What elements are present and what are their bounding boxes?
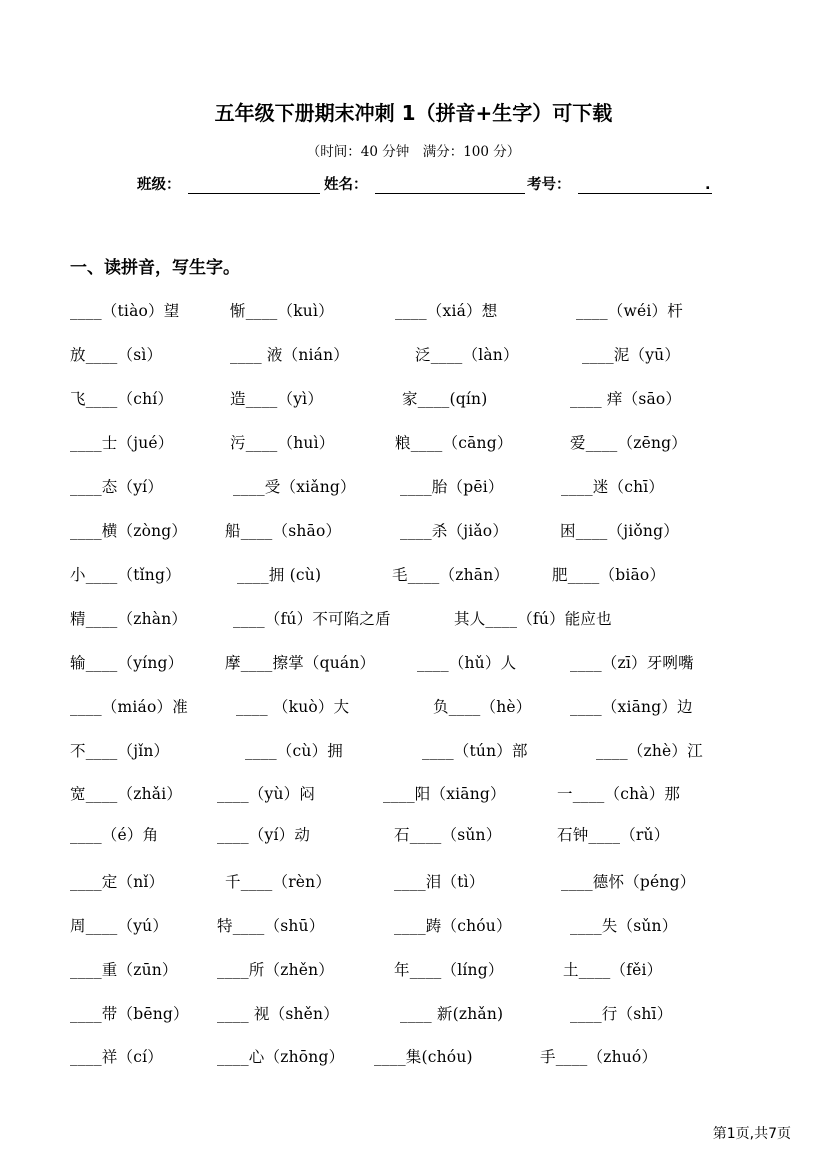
pinyin-exercise-item[interactable]: 摩____擦掌（quán） (225, 654, 376, 672)
pinyin-exercise-item[interactable]: ____（cù）拥 (245, 742, 343, 760)
pinyin-exercise-item[interactable]: 飞____（chí） (70, 390, 174, 408)
document-title: 五年级下册期末冲刺 1（拼音+生字）可下载 (214, 101, 613, 125)
pinyin-exercise-item[interactable]: ____ 痒（sāo） (570, 390, 682, 408)
pinyin-exercise-item[interactable]: 船____（shāo） (225, 522, 342, 540)
exercise-row (70, 341, 750, 369)
exercise-row (70, 868, 750, 896)
exercise-row (70, 737, 750, 765)
exercise-row (70, 429, 750, 457)
pinyin-exercise-item[interactable]: 千____（rèn） (225, 873, 332, 891)
pinyin-exercise-item[interactable]: 手____（zhuó） (540, 1048, 658, 1066)
pinyin-exercise-item[interactable]: 宽____（zhǎi） (70, 785, 183, 803)
pinyin-exercise-item[interactable]: ____心（zhōng） (217, 1048, 345, 1066)
pinyin-exercise-item[interactable]: ____（hǔ）人 (417, 654, 517, 672)
pinyin-exercise-item[interactable]: ____（yí）动 (217, 826, 311, 844)
pinyin-exercise-item[interactable]: ____（xiāng）边 (570, 698, 693, 716)
pinyin-exercise-item[interactable]: 爱____（zēng） (570, 434, 687, 452)
pinyin-exercise-item[interactable]: ____（é）角 (70, 826, 159, 844)
pinyin-exercise-item[interactable]: ____集(chóu) (374, 1048, 473, 1066)
exercise-row (70, 821, 750, 849)
pinyin-exercise-item[interactable]: ____（zhè）江 (596, 742, 703, 760)
pinyin-exercise-item[interactable]: 其人____（fú）能应也 (454, 610, 612, 628)
pinyin-exercise-item[interactable]: ____泥（yū） (582, 346, 681, 364)
pinyin-exercise-item[interactable]: ____受（xiǎng） (233, 478, 356, 496)
exercise-row (70, 473, 750, 501)
pinyin-exercise-item[interactable]: ____（wéi）杆 (576, 302, 683, 320)
exercise-row (70, 956, 750, 984)
pinyin-exercise-item[interactable]: ____迷（chī） (561, 478, 665, 496)
class-label: 班级： (137, 177, 181, 193)
pinyin-exercise-item[interactable]: 一____（chà）那 (557, 785, 681, 803)
pinyin-exercise-item[interactable]: 家____(qín) (402, 390, 488, 408)
pinyin-exercise-item[interactable]: ____ （kuò）大 (236, 698, 350, 716)
section-heading: 一、读拼音，写生字。 (70, 258, 240, 278)
pinyin-exercise-item[interactable]: ____带（bēng） (70, 1005, 189, 1023)
exercise-row (70, 1043, 750, 1071)
exercise-row (70, 605, 750, 633)
exercise-row (70, 693, 750, 721)
exercise-row (70, 517, 750, 545)
pinyin-exercise-item[interactable]: 周____（yú） (70, 917, 169, 935)
pinyin-exercise-item[interactable]: ____德怀（péng） (561, 873, 696, 891)
pinyin-exercise-item[interactable]: ____阳（xiāng） (383, 785, 506, 803)
pinyin-exercise-item[interactable]: ____ 液（nián） (230, 346, 349, 364)
pinyin-exercise-item[interactable]: 年____（líng） (394, 961, 504, 979)
exercise-row (70, 912, 750, 940)
pinyin-exercise-item[interactable]: ____（yù）闷 (217, 785, 316, 803)
pinyin-exercise-item[interactable]: ____（tiào）望 (70, 302, 180, 320)
pinyin-exercise-item[interactable]: ____士（jué） (70, 434, 174, 452)
student-info-line (137, 173, 727, 197)
pinyin-exercise-item[interactable]: 污____（huì） (230, 434, 335, 452)
pinyin-exercise-item[interactable]: ____重（zūn） (70, 961, 178, 979)
exercise-row (70, 1000, 750, 1028)
exam-number-label: 考号： (527, 177, 571, 193)
pinyin-exercise-item[interactable]: 毛____（zhān） (392, 566, 510, 584)
pinyin-exercise-item[interactable]: 肥____（biāo） (552, 566, 666, 584)
pinyin-exercise-item[interactable]: ____（fú）不可陷之盾 (233, 610, 391, 628)
pinyin-exercise-item[interactable]: ____杀（jiǎo） (400, 522, 509, 540)
pinyin-exercise-item[interactable]: ____行（shī） (570, 1005, 673, 1023)
pinyin-exercise-item[interactable]: 惭____（kuì） (230, 302, 334, 320)
pinyin-exercise-item[interactable]: ____态（yí） (70, 478, 164, 496)
pinyin-exercise-item[interactable]: 泛____（làn） (415, 346, 519, 364)
pinyin-exercise-item[interactable]: 负____（hè） (433, 698, 532, 716)
name-label: 姓名： (324, 177, 368, 193)
exercise-row (70, 385, 750, 413)
pinyin-exercise-item[interactable]: ____拥 (cù) (237, 566, 322, 584)
pinyin-exercise-item[interactable]: 土____（fěi） (563, 961, 663, 979)
pinyin-exercise-item[interactable]: ____所（zhěn） (217, 961, 335, 979)
pinyin-exercise-item[interactable]: ____ 新(zhǎn) (400, 1005, 504, 1023)
exercise-row (70, 649, 750, 677)
pinyin-exercise-item[interactable]: ____横（zòng） (70, 522, 188, 540)
exercise-row (70, 561, 750, 589)
pinyin-exercise-item[interactable]: ____（zī）牙咧嘴 (570, 654, 694, 672)
pinyin-exercise-item[interactable]: ____（tún）部 (422, 742, 528, 760)
pinyin-exercise-item[interactable]: 小____（tǐng） (70, 566, 181, 584)
pinyin-exercise-item[interactable]: ____祥（cí） (70, 1048, 163, 1066)
exercise-row (70, 297, 750, 325)
pinyin-exercise-item[interactable]: 石钟____（rǔ） (557, 826, 670, 844)
pinyin-exercise-item[interactable]: ____泪（tì） (394, 873, 485, 891)
name-blank[interactable] (375, 193, 525, 194)
exam-time-score: （时间：40 分钟 满分：100 分） (306, 144, 521, 160)
pinyin-exercise-item[interactable]: 精____（zhàn） (70, 610, 188, 628)
exercise-row (70, 780, 750, 808)
pinyin-exercise-item[interactable]: 放____（sì） (70, 346, 163, 364)
pinyin-exercise-item[interactable]: ____踌（chóu） (394, 917, 512, 935)
pinyin-exercise-item[interactable]: ____胎（pēi） (400, 478, 504, 496)
pinyin-exercise-item[interactable]: 不____（jǐn） (70, 742, 170, 760)
pinyin-exercise-item[interactable]: 石____（sǔn） (394, 826, 502, 844)
page-number: 第1页,共7页 (712, 1126, 791, 1142)
pinyin-exercise-item[interactable]: 输____（yíng） (70, 654, 184, 672)
pinyin-exercise-item[interactable]: ____失（sǔn） (570, 917, 678, 935)
exam-number-blank[interactable] (578, 193, 712, 194)
pinyin-exercise-item[interactable]: ____（xiá）想 (395, 302, 498, 320)
pinyin-exercise-item[interactable]: ____ 视（shěn） (217, 1005, 339, 1023)
pinyin-exercise-item[interactable]: 困____（jiǒng） (560, 522, 679, 540)
pinyin-exercise-item[interactable]: 特____（shū） (217, 917, 325, 935)
end-mark: . (705, 177, 711, 193)
pinyin-exercise-item[interactable]: ____定（nǐ） (70, 873, 165, 891)
pinyin-exercise-item[interactable]: 粮____（cāng） (395, 434, 513, 452)
pinyin-exercise-item[interactable]: 造____（yì） (230, 390, 324, 408)
class-blank[interactable] (188, 193, 320, 194)
pinyin-exercise-item[interactable]: ____（miáo）准 (70, 698, 188, 716)
